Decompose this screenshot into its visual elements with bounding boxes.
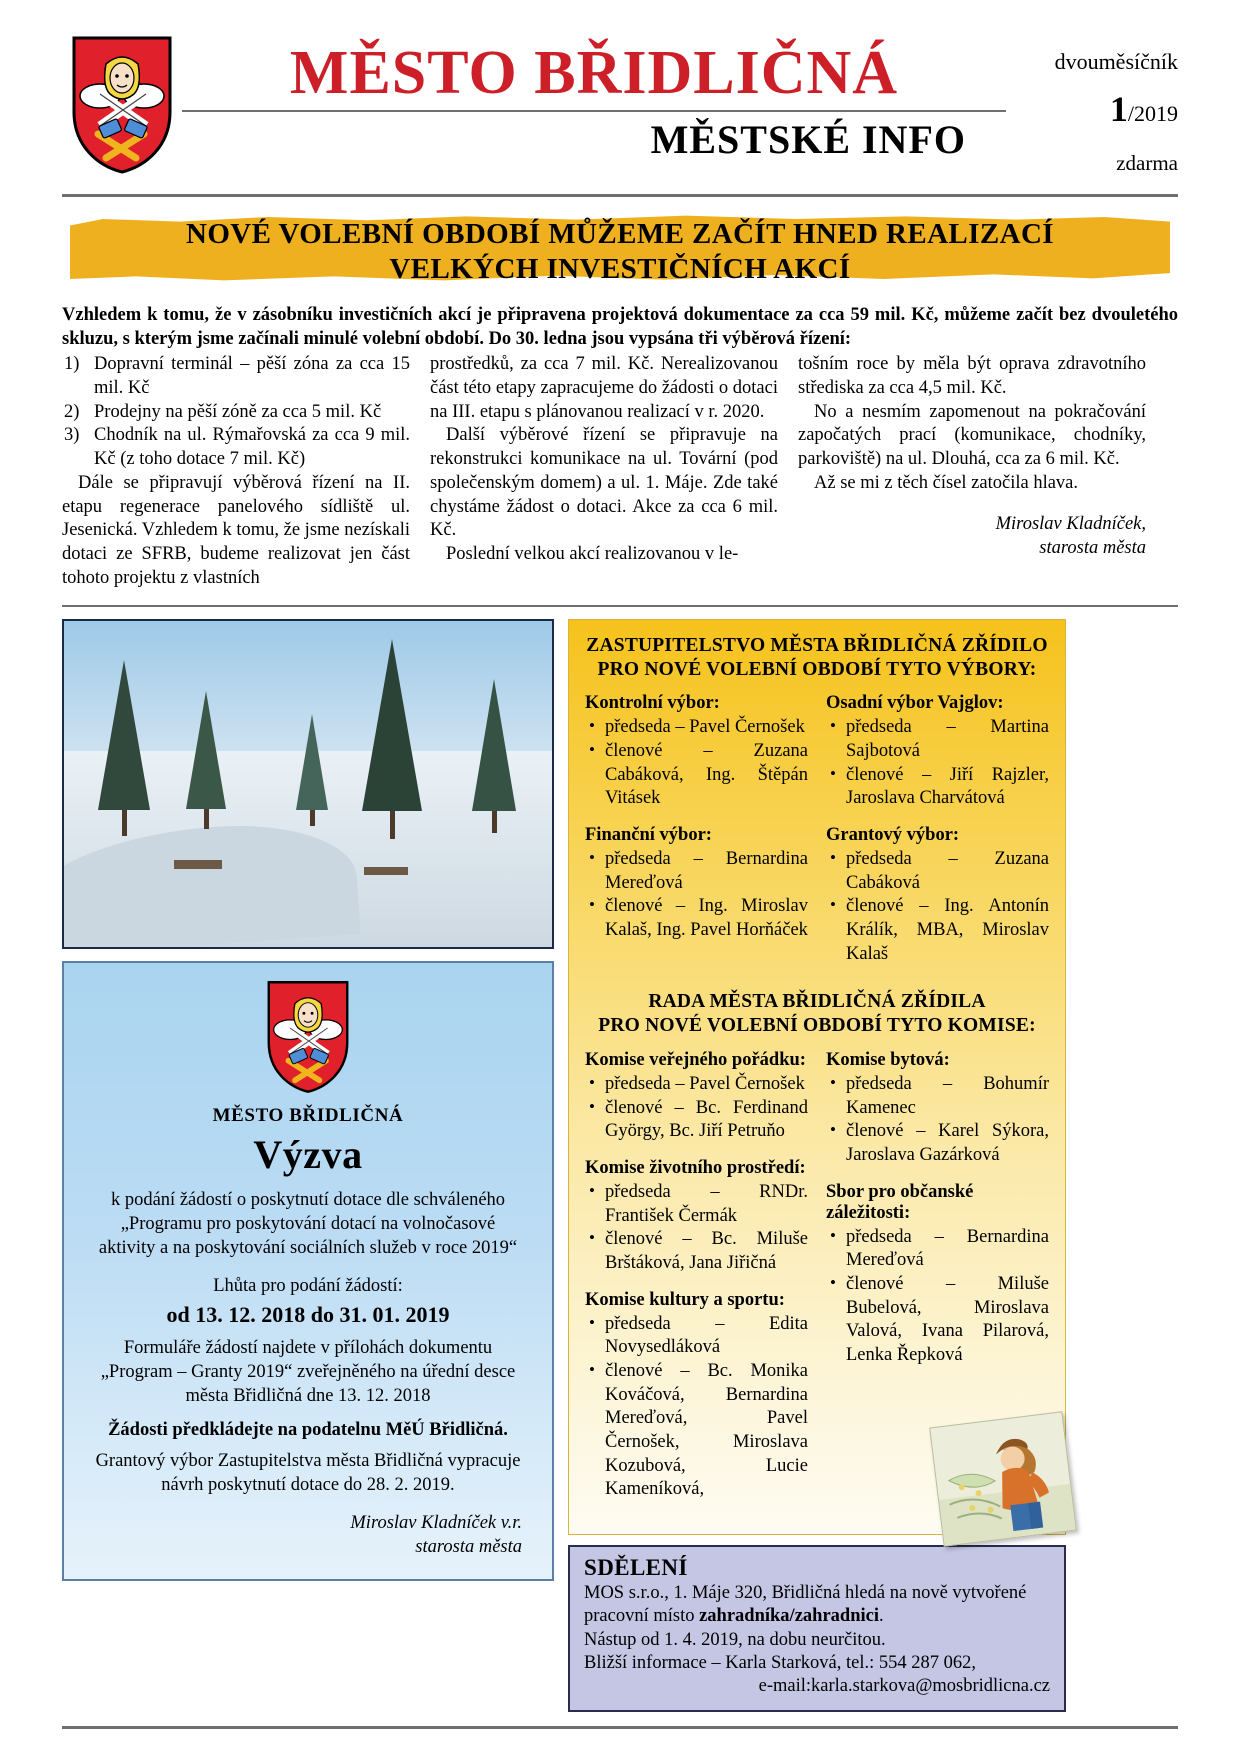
article-columns xyxy=(62,353,1178,591)
vybory-left xyxy=(585,693,808,980)
list-item: • předseda – Bernardina Mereďová xyxy=(585,848,808,895)
list-number: 1) xyxy=(64,354,80,375)
list-item xyxy=(62,424,410,472)
banner-line-1: NOVÉ VOLEBNÍ OBDOBÍ MŮŽEME ZAČÍT HNED REALIZACÍ xyxy=(186,218,1054,250)
list-item xyxy=(62,353,410,401)
committee-title: Kontrolní výbor: xyxy=(585,693,720,714)
gardener-icon xyxy=(930,1412,1075,1545)
list-item: • členové – Bc. Miluše Brštáková, Jana Jiřičná xyxy=(585,1228,808,1275)
list-item xyxy=(62,401,410,425)
list-item: • členové – Bc. Monika Kováčová, Bernardina Mereďová, Pavel Černošek, Miroslava Kozubová, Lucie Kameníková, xyxy=(585,1360,808,1502)
article-signature xyxy=(798,512,1146,560)
committee-group xyxy=(585,1158,808,1276)
issue-label xyxy=(1006,90,1178,130)
article-paragraph: Další výběrové řízení se připravuje na rekonstrukci komunikace na ul. Tovární (pod společenským domem) a ul. 1. Máje. Zde také chystáme žádost o dotaci. Akce za cca 6 mil. Kč. xyxy=(430,425,778,541)
photo-bench xyxy=(364,867,408,875)
committee-members xyxy=(826,1226,1049,1368)
committee-members xyxy=(585,1181,808,1276)
committees-heading-2 xyxy=(585,990,1049,1038)
banner-text xyxy=(62,211,1178,288)
vyzva-deadline-value: od 13. 12. 2018 do 31. 01. 2019 xyxy=(166,1301,450,1327)
photo-tree xyxy=(472,679,516,833)
winter-park-photo xyxy=(62,619,554,949)
signature-role: starosta města xyxy=(1039,537,1146,558)
committee-members xyxy=(585,848,808,943)
sdeleni-line2-prefix: pracovní místo xyxy=(584,1606,700,1627)
photo-tree xyxy=(98,660,150,836)
investment-list xyxy=(62,353,410,472)
sdeleni-line-2 xyxy=(584,1605,1050,1628)
article-paragraph: prostředků, za cca 7 mil. Kč. Nerealizovanou část této etapy zapracujeme do žádosti o dotaci na III. etapu s plánovanou realizací v r. 2020. xyxy=(430,354,778,422)
committee-members xyxy=(826,848,1049,966)
sdeleni-line-5: e-mail:karla.starkova@mosbridlicna.cz xyxy=(758,1676,1050,1697)
signature-name: Miroslav Kladníček, xyxy=(995,513,1146,534)
page-title: MĚSTO BŘIDLIČNÁ xyxy=(289,39,899,107)
vyzva-signature xyxy=(94,1511,522,1559)
newsletter-page xyxy=(62,28,1178,1697)
masthead-subtitle: MĚSTSKÉ INFO xyxy=(650,117,966,162)
vyzva-grant-note: Grantový výbor Zastupitelstva města Břidličná vypracuje návrh poskytnutí dotace do 28. 2. 2019. xyxy=(95,1451,521,1496)
vyzva-submit: Žádosti předkládejte na podatelnu MěÚ Břidličná. xyxy=(108,1420,508,1441)
article-column-1 xyxy=(62,353,410,591)
list-item: • předseda – Bernardina Mereďová xyxy=(826,1226,1049,1273)
committee-members xyxy=(826,1073,1049,1168)
city-crest-icon xyxy=(265,979,351,1095)
list-item: • předseda – RNDr. František Čermák xyxy=(585,1181,808,1228)
heading-line-1: ZASTUPITELSTVO MĚSTA BŘIDLIČNÁ ZŘÍDILO xyxy=(586,634,1048,656)
masthead-divider xyxy=(182,110,1006,112)
section-divider xyxy=(62,605,1178,607)
vyzva-city-label: MĚSTO BŘIDLIČNÁ xyxy=(212,1104,404,1126)
sdeleni-line2-suffix: . xyxy=(878,1606,884,1627)
list-item: • předseda – Edita Novysedláková xyxy=(585,1313,808,1360)
banner-line-2: VELKÝCH INVESTIČNÍCH AKCÍ xyxy=(389,253,851,286)
masthead-titles xyxy=(182,28,1006,163)
list-item: • předseda – Pavel Černošek xyxy=(585,1073,808,1097)
list-number: 2) xyxy=(64,401,80,422)
heading-line-1: RADA MĚSTA BŘIDLIČNÁ ZŘÍDILA xyxy=(648,991,986,1013)
committees-box xyxy=(568,619,1066,1535)
committee-group xyxy=(826,1182,1049,1368)
photo-tree xyxy=(186,691,226,829)
committee-title: Komise bytová: xyxy=(826,1049,950,1070)
header-rule xyxy=(62,194,1178,197)
list-item: • předseda – Pavel Černošek xyxy=(585,716,808,740)
committee-members xyxy=(826,716,1049,811)
headline-banner xyxy=(62,211,1178,289)
heading-line-2: PRO NOVÉ VOLEBNÍ OBDOBÍ TYTO VÝBORY: xyxy=(597,658,1037,680)
vybory-right xyxy=(826,693,1049,980)
periodicity-label: dvouměsíčník xyxy=(1054,49,1178,74)
signature-role: starosta města xyxy=(415,1537,522,1558)
article-paragraph: No a nesmím zapomenout na pokračování započatých prací (komunikace, chodníky, parkoviště) na ul. Dlouhá, cca za 6 mil. Kč. xyxy=(798,401,1146,470)
committee-group xyxy=(585,693,808,811)
committee-group xyxy=(826,1050,1049,1168)
sdeleni-line-1: MOS s.r.o., 1. Máje 320, Břidličná hledá na nově vytvořené xyxy=(584,1583,1027,1603)
sdeleni-line-4: Bližší informace – Karla Starková, tel.: 554 287 062, xyxy=(584,1652,977,1673)
vyzva-box xyxy=(62,961,554,1582)
footer-rule xyxy=(62,1726,1178,1729)
committee-group xyxy=(585,825,808,943)
masthead xyxy=(62,28,1178,188)
committee-title: Komise životního prostředí: xyxy=(585,1157,806,1178)
photo-tree xyxy=(362,639,422,839)
committee-members xyxy=(585,1313,808,1502)
vybory-columns xyxy=(585,693,1049,980)
committee-group xyxy=(826,825,1049,966)
committee-group xyxy=(826,693,1049,811)
sdeleni-box xyxy=(568,1545,1066,1712)
committee-members xyxy=(585,1073,808,1144)
list-item: • členové – Jiří Rajzler, Jaroslava Charvátová xyxy=(826,764,1049,811)
lower-section xyxy=(62,619,1178,1713)
committee-members xyxy=(585,716,808,811)
heading-line-2: PRO NOVÉ VOLEBNÍ OBDOBÍ TYTO KOMISE: xyxy=(598,1015,1036,1037)
article-paragraph: Dále se připravují výběrová řízení na II. etapu regenerace panelového sídliště ul. Jesenická. Vzhledem k tomu, že jsme nezískali dotaci ze SFRB, budeme realizovat jen část tohoto projektu z vlastních xyxy=(62,472,410,588)
gardener-clipart xyxy=(929,1411,1077,1546)
left-column xyxy=(62,619,554,1713)
article-lead: Vzhledem k tomu, že v zásobníku investičních akcí je připravena projektová dokumentace za cca 59 mil. Kč, můžeme začít bez dvouletého skluzu, s kterým jsme začínali minulé volební období. Do 30. ledna jsou vypsána tři výběrová řízení: xyxy=(62,305,1178,350)
crest-small-wrap xyxy=(94,979,522,1095)
committee-title: Finanční výbor: xyxy=(585,825,712,845)
article-column-2 xyxy=(430,353,778,591)
city-crest-icon xyxy=(70,34,174,176)
vyzva-forms: Formuláře žádostí najdete v přílohách dokumentu „Program – Granty 2019“ zveřejněného na úřední desce města Břidličná dne 13. 12. 2018 xyxy=(100,1337,516,1407)
sdeleni-title: SDĚLENÍ xyxy=(584,1555,688,1580)
list-text: Dopravní terminál – pěší zóna za cca 15 mil. Kč xyxy=(94,354,410,398)
issue-number: 1 xyxy=(1109,89,1128,130)
committee-title: Komise veřejného pořádku: xyxy=(585,1049,806,1070)
list-item: • předseda – Bohumír Kamenec xyxy=(826,1073,1049,1120)
committee-group xyxy=(585,1290,808,1502)
list-item: • členové – Miluše Bubelová, Miroslava Valová, Ivana Pilarová, Lenka Řepková xyxy=(826,1273,1049,1368)
photo-bench xyxy=(174,860,222,869)
article-paragraph: Až se mi z těch čísel zatočila hlava. xyxy=(814,472,1079,493)
sdeleni-line-3: Nástup od 1. 4. 2019, na dobu neurčitou. xyxy=(584,1629,886,1650)
committee-group xyxy=(585,1050,808,1144)
committee-title: Komise kultury a sportu: xyxy=(585,1289,785,1310)
signature-name: Miroslav Kladníček v.r. xyxy=(350,1513,522,1534)
komise-left xyxy=(585,1050,808,1516)
committee-title: Grantový výbor: xyxy=(826,825,960,845)
list-item: • předseda – Zuzana Cabáková xyxy=(826,848,1049,895)
right-column xyxy=(568,619,1066,1713)
committees-heading-1 xyxy=(585,634,1049,682)
list-item: • členové – Ing. Miroslav Kalaš, Ing. Pavel Horňáček xyxy=(585,895,808,942)
list-item: • členové – Zuzana Cabáková, Ing. Štěpán Vitásek xyxy=(585,740,808,811)
committee-title: Sbor pro občanské záležitosti: xyxy=(826,1181,974,1223)
article-column-3 xyxy=(798,353,1146,591)
list-text: Chodník na ul. Rýmařovská za cca 9 mil. Kč (z toho dotace 7 mil. Kč) xyxy=(94,425,410,470)
sdeleni-job-title: zahradníka/zahradnici xyxy=(699,1606,879,1627)
committee-title: Osadní výbor Vajglov: xyxy=(826,693,1004,714)
price-label: zdarma xyxy=(1116,150,1178,175)
list-item: • členové – Karel Sýkora, Jaroslava Gazárková xyxy=(826,1120,1049,1167)
list-item: • členové – Bc. Ferdinand György, Bc. Jiří Petruňo xyxy=(585,1097,808,1144)
vyzva-deadline-label: Lhůta pro podání žádostí: xyxy=(213,1275,403,1296)
vyzva-heading: Výzva xyxy=(253,1131,363,1177)
article-paragraph: Poslední velkou akcí realizovanou v le- xyxy=(446,544,739,565)
photo-tree xyxy=(296,714,328,826)
crest-large-wrap xyxy=(62,28,182,176)
vyzva-intro: k podání žádostí o poskytnutí dotace dle schváleného „Programu pro poskytování dotací na volnočasové aktivity a na poskytování sociálních služeb v roce 2019“ xyxy=(98,1189,518,1258)
list-item: • členové – Ing. Antonín Králík, MBA, Miroslav Kalaš xyxy=(826,895,1049,966)
article-paragraph: tošním roce by měla být oprava zdravotního střediska za cca 4,5 mil. Kč. xyxy=(798,354,1146,398)
masthead-meta xyxy=(1006,28,1178,175)
list-item: • předseda – Martina Sajbotová xyxy=(826,716,1049,763)
list-text: Prodejny na pěší zóně za cca 5 mil. Kč xyxy=(94,401,382,422)
list-number: 3) xyxy=(64,425,80,446)
issue-year: /2019 xyxy=(1127,101,1178,127)
